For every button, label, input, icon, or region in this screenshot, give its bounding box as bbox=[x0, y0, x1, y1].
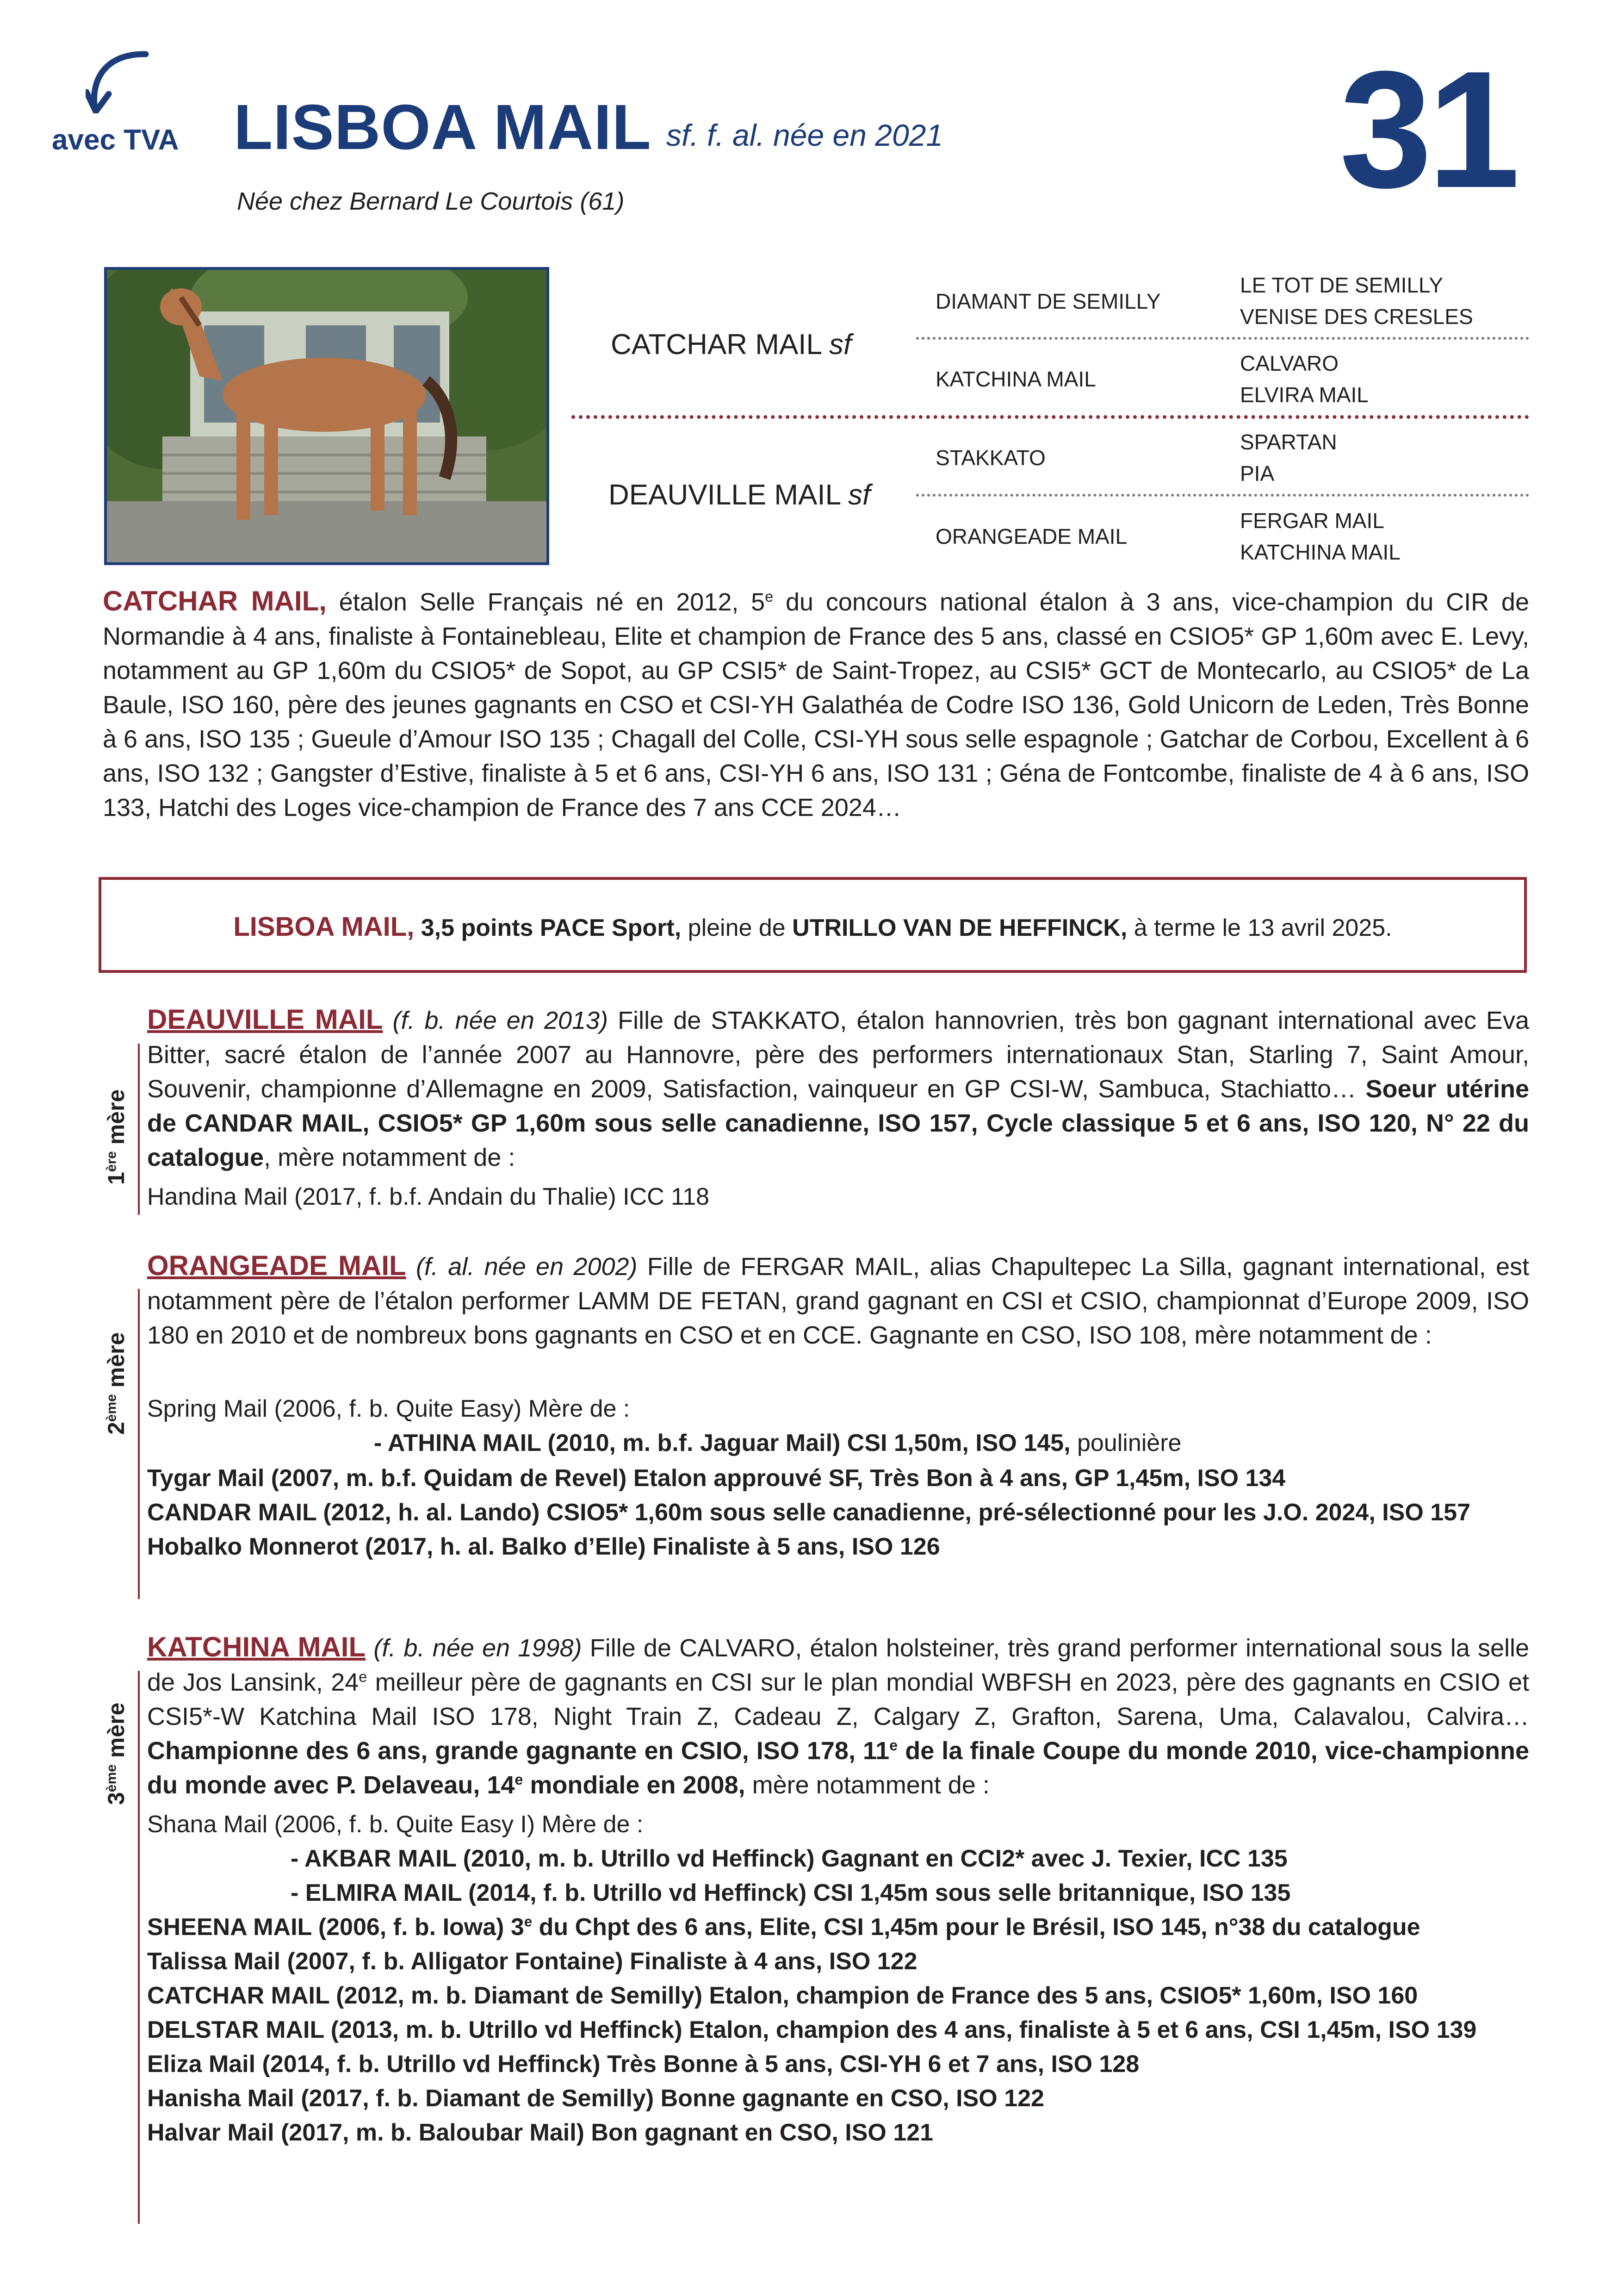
sale-note-text: LISBOA MAIL, 3,5 points PACE Sport, pleine de UTRILLO VAN DE HEFFINCK, à terme le 13 avril 2025. bbox=[233, 912, 1392, 942]
third-dam-produce-3: DELSTAR MAIL (2013, m. b. Utrillo vd Heffinck) Etalon, champion des 4 ans, finaliste à 5 et 6 ans, CSI 1,45m, ISO 139 bbox=[147, 2016, 1477, 2043]
pedigree-divider-upper bbox=[916, 337, 1529, 340]
sire-description: CATCHAR MAIL, étalon Selle Français né en 2012, 5e du concours national étalon à 3 ans, vice-champion du CIR de Normandie à 4 ans, finaliste à Fontainebleau, Elite et champion de France des 5 ans, classé en CSIO5* GP 1,60m avec E. Levy, notamment au GP 1,60m du CSIO5* de Sopot, au GP CSI5* de Saint-Tropez, au CSI5* GCT de Montecarlo, au CSIO5* de La Baule, ISO 160, père des jeunes gagnants en CSO et CSI-YH Galathéa de Codre ISO 136, Gold Unicorn de Leden, Très Bonne à 6 ans, ISO 135 ; Gueule d’Amour ISO 135 ; Chagall del Colle, CSI-YH sous selle espagnole ; Gatchar de Corbou, Excellent à 6 ans, ISO 132 ; Gangster d’Estive, finaliste à 5 et 6 ans, CSI-YH 6 ans, ISO 131 ; Géna de Fontcombe, finaliste de 4 à 6 ans, ISO 133, Hatchi des Loges vice-champion de France des 7 ans CCE 2024… bbox=[103, 585, 1529, 821]
third-dam-produce-6: Halvar Mail (2017, m. b. Baloubar Mail) Bon gagnant en CSO, ISO 121 bbox=[147, 2119, 934, 2146]
first-dam-produce-1: Handina Mail (2017, f. b.f. Andain du Thalie) ICC 118 bbox=[147, 1183, 710, 1210]
ggp-1: LE TOT DE SEMILLY bbox=[1240, 273, 1443, 297]
ggp-2: VENISE DES CRESLES bbox=[1240, 305, 1473, 329]
granddam-1: KATCHINA MAIL bbox=[936, 367, 1096, 391]
curved-arrow-icon bbox=[86, 44, 150, 113]
dam-name: DEAUVILLE MAIL sf bbox=[608, 479, 871, 511]
second-dam-text: ORANGEADE MAIL (f. al. née en 2002) Fille de FERGAR MAIL, alias Chapultepec La Silla, gagnant international, est notamment père de l’étalon performer LAMM DE FETAN, grand gagnant en CSI et CSIO, championnat d’Europe 2009, ISO 180 en 2010 et de nombreux bons gagnants en CSO et en CCE. Gagnante en CSO, ISO 108, mère notamment de : bbox=[147, 1250, 1529, 1349]
ggp-5: SPARTAN bbox=[1240, 430, 1337, 454]
horse-name: LISBOA MAIL bbox=[234, 92, 651, 163]
second-dam-produce-1: Tygar Mail (2007, m. b.f. Quidam de Revel) Etalon approuvé SF, Très Bon à 4 ans, GP 1,45m, ISO 134 bbox=[147, 1465, 1286, 1492]
third-dam-sub-produce-1: - AKBAR MAIL (2010, m. b. Utrillo vd Heffinck) Gagnant en CCI2* avec J. Texier, ICC 135 bbox=[291, 1845, 1288, 1872]
pedigree-divider-lower bbox=[916, 494, 1529, 497]
third-dam-produce-1: Talissa Mail (2007, f. b. Alligator Fontaine) Finaliste à 4 ans, ISO 122 bbox=[147, 1948, 917, 1975]
ggp-7: FERGAR MAIL bbox=[1240, 509, 1384, 533]
grandsire-2: STAKKATO bbox=[936, 446, 1046, 470]
second-dam-sub-produce: - ATHINA MAIL (2010, m. b.f. Jaguar Mail) CSI 1,50m, ISO 145, poulinière bbox=[374, 1430, 1182, 1456]
third-dam-produce-2: CATCHAR MAIL (2012, m. b. Diamant de Semilly) Etalon, champion de France des 5 ans, CSIO5* 1,60m, ISO 160 bbox=[147, 1982, 1418, 2009]
lot-number: 31 bbox=[1339, 37, 1516, 223]
horse-photo bbox=[104, 267, 549, 565]
second-dam-produce-3: Hobalko Monnerot (2017, h. al. Balko d’Elle) Finaliste à 5 ans, ISO 126 bbox=[147, 1533, 940, 1560]
first-dam-text: DEAUVILLE MAIL (f. b. née en 2013) Fille de STAKKATO, étalon hannovrien, très bon gagnant international avec Eva Bitter, sacré étalon de l’année 2007 au Hannovre, père des performers internationaux Stan, Starling 7, Saint Amour, Souvenir, championne d’Allemagne en 2009, Satisfaction, vainqueur en GP CSI-W, Sambuca, Stachiatto… Soeur utérine de CANDAR MAIL, CSIO5* GP 1,60m sous selle canadienne, ISO 157, Cycle classique 5 et 6 ans, ISO 120, N° 22 du catalogue, mère notamment de : bbox=[147, 1004, 1529, 1171]
third-dam-sub-produce-2: - ELMIRA MAIL (2014, f. b. Utrillo vd Heffinck) CSI 1,45m sous selle britannique, ISO 135 bbox=[291, 1879, 1291, 1906]
tva-label: avec TVA bbox=[52, 124, 179, 156]
third-dam-label: 3ème mère bbox=[103, 1702, 129, 1805]
third-dam-line bbox=[138, 1671, 140, 2224]
second-dam-label: 2ème mère bbox=[103, 1332, 129, 1435]
ggp-3: CALVARO bbox=[1240, 351, 1339, 375]
horse-info: sf. f. al. née en 2021 bbox=[666, 118, 943, 152]
breeder-line: Née chez Bernard Le Courtois (61) bbox=[237, 187, 625, 215]
sale-note-box bbox=[99, 877, 1527, 973]
third-dam-produce-sheena: SHEENA MAIL (2006, f. b. Iowa) 3e du Chpt des 6 ans, Elite, CSI 1,45m pour le Brésil, ISO 145, n°38 du catalogue bbox=[147, 1913, 1420, 1941]
second-dam-produce-2: CANDAR MAIL (2012, h. al. Lando) CSIO5* 1,60m sous selle canadienne, pré-sélectionné pour les J.O. 2024, ISO 157 bbox=[147, 1499, 1470, 1526]
third-dam-produce-5: Hanisha Mail (2017, f. b. Diamant de Semilly) Bonne gagnante en CSO, ISO 122 bbox=[147, 2085, 1044, 2112]
second-dam-line bbox=[138, 1289, 140, 1599]
pedigree-divider-main bbox=[571, 415, 1529, 419]
granddam-2: ORANGEADE MAIL bbox=[936, 524, 1128, 548]
second-dam-produce-intro: Spring Mail (2006, f. b. Quite Easy) Mère de : bbox=[147, 1395, 630, 1422]
sire-name: CATCHAR MAIL sf bbox=[611, 329, 852, 361]
ggp-8: KATCHINA MAIL bbox=[1240, 540, 1401, 564]
third-dam-produce-4: Eliza Mail (2014, f. b. Utrillo vd Heffinck) Très Bonne à 5 ans, CSI-YH 6 et 7 ans, ISO 128 bbox=[147, 2051, 1140, 2078]
third-dam-produce-intro: Shana Mail (2006, f. b. Quite Easy I) Mère de : bbox=[147, 1811, 644, 1838]
first-dam-line bbox=[138, 1044, 140, 1215]
first-dam-label: 1ère mère bbox=[103, 1089, 129, 1185]
third-dam-text: KATCHINA MAIL (f. b. née en 1998) Fille de CALVARO, étalon holsteiner, très grand performer international sous la selle de Jos Lansink, 24e meilleur père de gagnants en CSI sur le plan mondial WBFSH en 2023, père des gagnants en CSIO et CSI5*-W Katchina Mail ISO 178, Night Train Z, Cadeau Z, Calgary Z, Grafton, Sarena, Uma, Calavalou, Calvira… Championne des 6 ans, grande gagnante en CSIO, ISO 178, 11e de la finale Coupe du monde 2010, vice-championne du monde avec P. Delaveau, 14e mondiale en 2008, mère notamment de : bbox=[147, 1631, 1530, 1799]
ggp-6: PIA bbox=[1240, 461, 1275, 485]
ggp-4: ELVIRA MAIL bbox=[1240, 383, 1369, 407]
grandsire-1: DIAMANT DE SEMILLY bbox=[936, 289, 1161, 313]
